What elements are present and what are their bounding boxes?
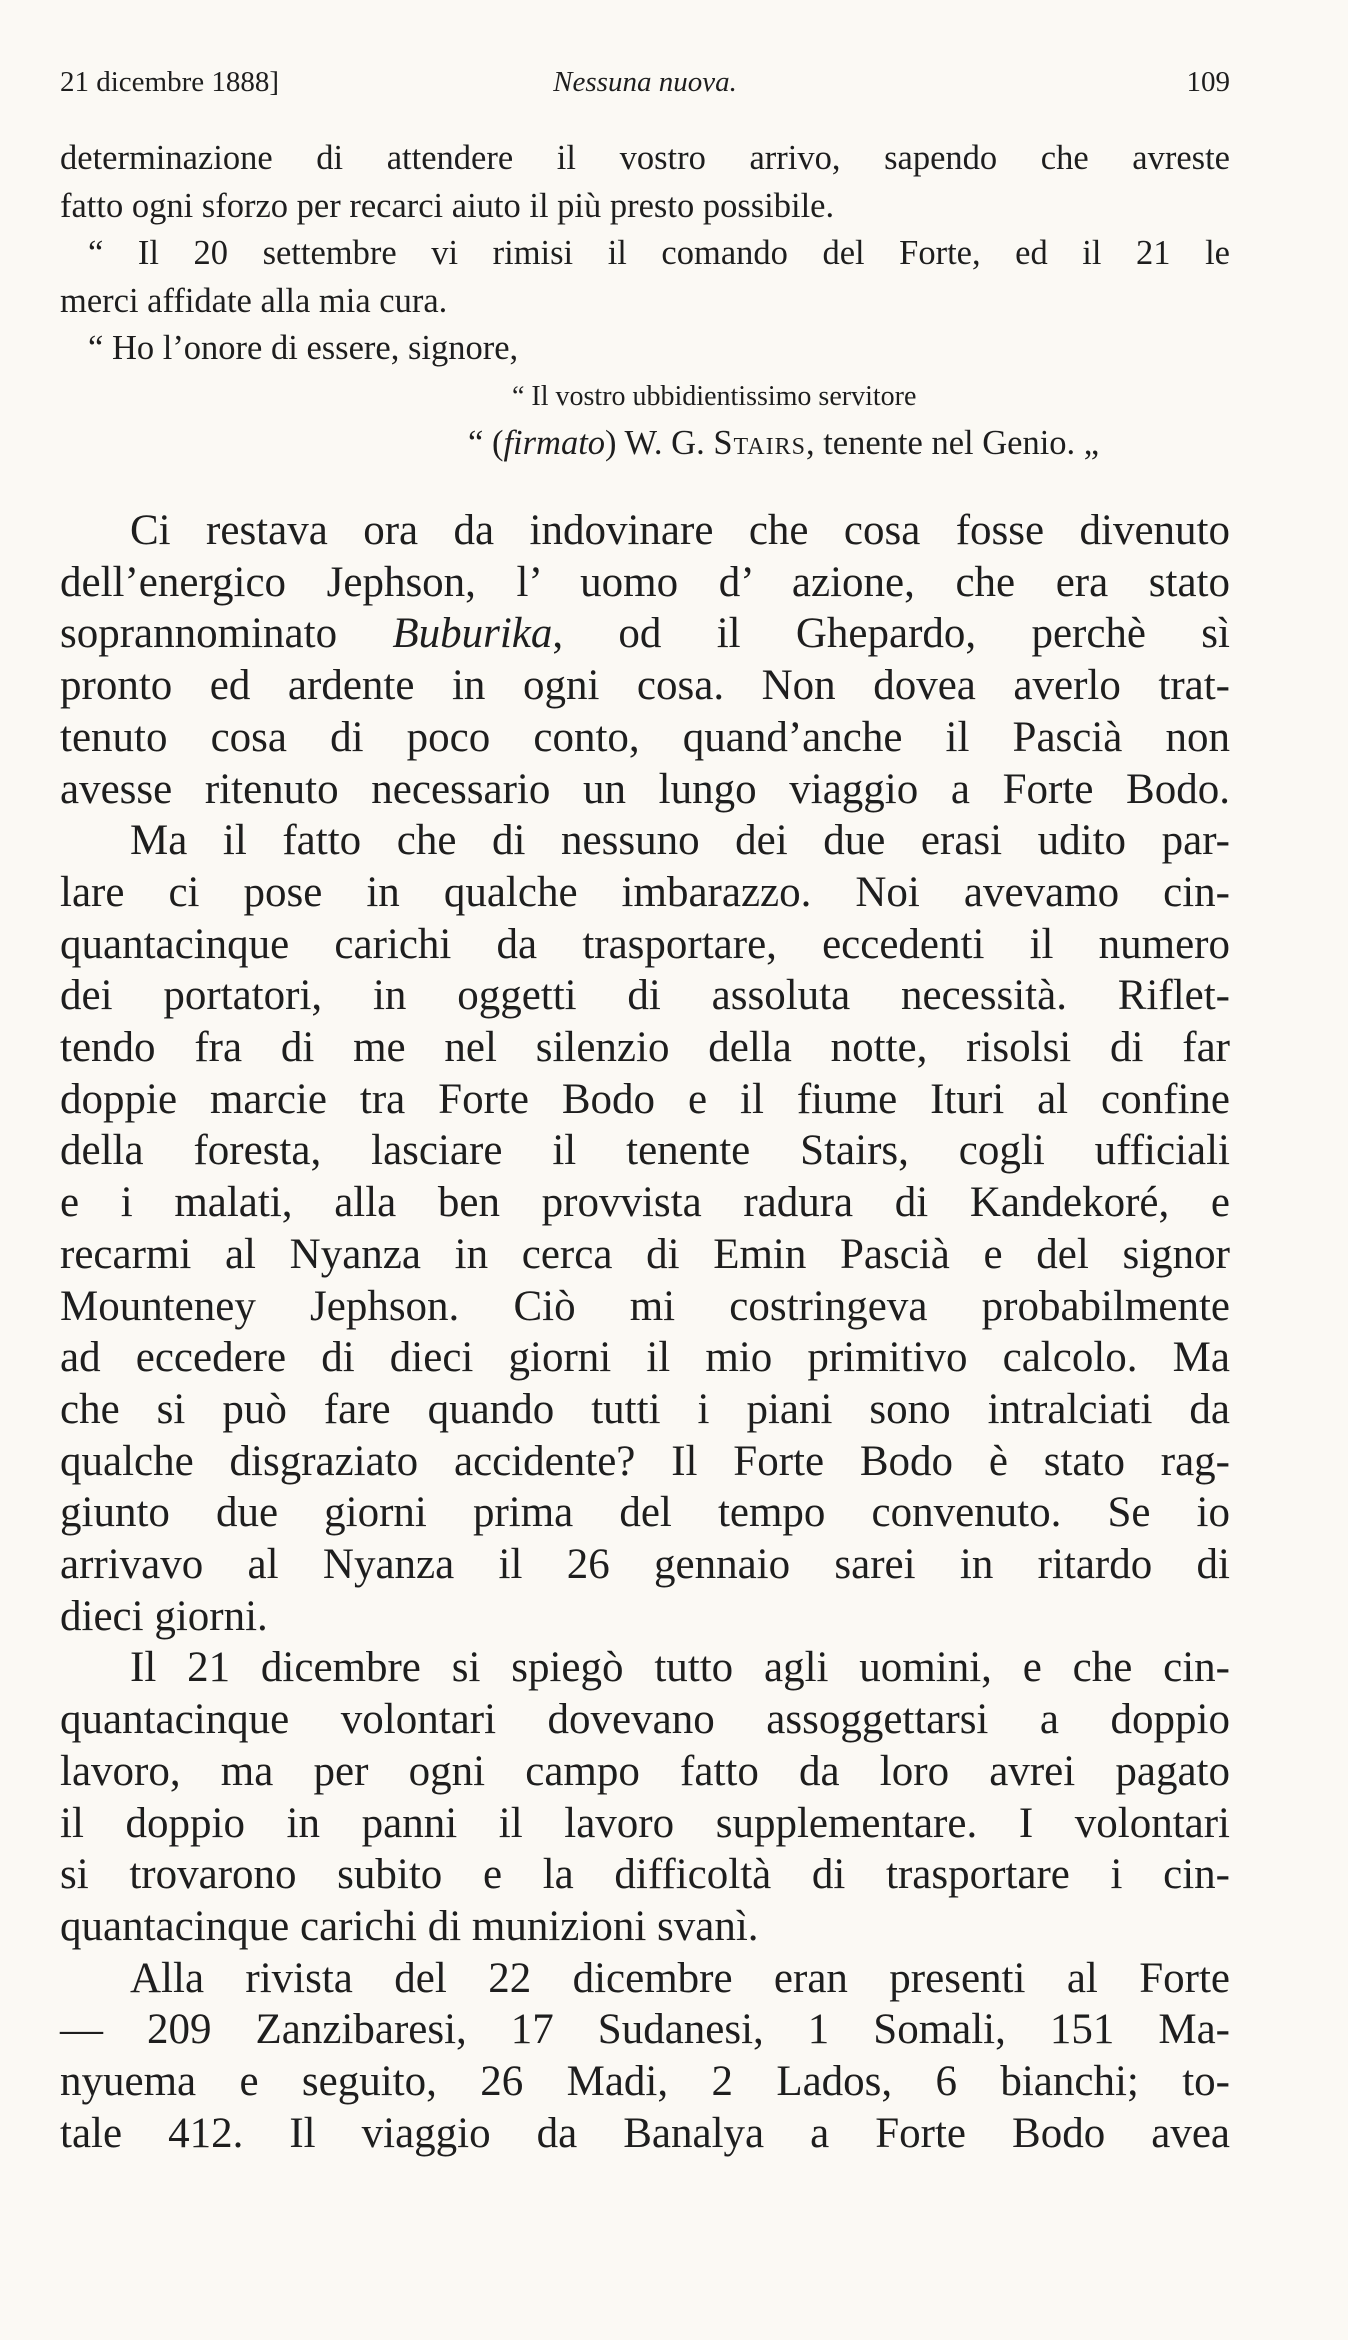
text-line: pronto ed ardente in ogni cosa. Non dovea averlo trat- — [60, 662, 1230, 710]
text-line: della foresta, lasciare il tenente Stairs, cogli ufficiali — [60, 1127, 1230, 1175]
running-header — [60, 66, 1230, 106]
letter-line: determinazione di attendere il vostro arrivo, sapendo che avreste — [60, 139, 1230, 177]
letter-line: merci affidate alla mia cura. — [60, 281, 448, 320]
text-line: avesse ritenuto necessario un lungo viaggio a Forte Bodo. — [60, 765, 1230, 813]
text-line: tale 412. Il viaggio da Banalya a Forte Bodo avea — [60, 2109, 1230, 2157]
text-line: il doppio in panni il lavoro supplementare. I volontari — [60, 1799, 1230, 1847]
text-line: che si può fare quando tutti i piani sono intralciati da — [60, 1385, 1230, 1433]
text-fragment: soprannominato — [60, 610, 393, 658]
main-text — [60, 505, 1230, 2160]
text-line: quantacinque carichi da trasportare, eccedenti il numero — [60, 920, 1230, 968]
signature-open: “ ( — [468, 424, 504, 462]
text-line: doppie marcie tra Forte Bodo e il fiume Ituri al confine — [60, 1075, 1230, 1123]
text-line: nyuema e seguito, 26 Madi, 2 Lados, 6 bianchi; to- — [60, 2058, 1230, 2106]
text-line: lare ci pose in qualche imbarazzo. Noi avevamo cin- — [60, 868, 1230, 916]
letter-closing: “ Il vostro ubbidientissimo servitore — [512, 380, 917, 412]
text-line: tendo fra di me nel silenzio della notte, risolsi di far — [60, 1024, 1230, 1072]
text-line: qualche disgraziato accidente? Il Forte Bodo è stato rag- — [60, 1437, 1230, 1485]
text-line: Il 21 dicembre si spiegò tutto agli uomini, e che cin- — [130, 1644, 1230, 1692]
text-line: — 209 Zanzibaresi, 17 Sudanesi, 1 Somali, 151 Ma- — [60, 2006, 1230, 2054]
text-line: Ci restava ora da indovinare che cosa fosse divenuto — [130, 507, 1230, 554]
text-line: si trovarono subito e la difficoltà di trasportare i cin- — [60, 1851, 1230, 1899]
letter-excerpt — [60, 135, 1230, 468]
text-line — [60, 608, 1230, 660]
letter-signature — [60, 420, 1230, 468]
letter-line: fatto ogni sforzo per recarci aiuto il più presto possibile. — [60, 186, 835, 225]
letter-line: “ Il 20 settembre vi rimisi il comando del Forte, ed il 21 le — [88, 234, 1230, 272]
text-line: recarmi al Nyanza in cerca di Emin Pascià e del signor — [60, 1230, 1230, 1278]
text-line: dei portatori, in oggetti di assoluta necessità. Riflet- — [60, 972, 1230, 1020]
text-line: quantacinque volontari dovevano assoggettarsi a doppio — [60, 1696, 1230, 1744]
text-line: Alla rivista del 22 dicembre eran presenti al Forte — [130, 1954, 1230, 2002]
signature-initials: ) W. G. — [605, 424, 714, 462]
text-line: quantacinque carichi di munizioni svanì. — [60, 1902, 759, 1950]
signature-name: Stairs — [713, 424, 806, 462]
text-line: arrivavo al Nyanza il 26 gennaio sarei in ritardo di — [60, 1541, 1230, 1589]
header-title: Nessuna nuova. — [553, 66, 737, 98]
text-line: e i malati, alla ben provvista radura di Kandekoré, e — [60, 1179, 1230, 1227]
letter-line: “ Ho l’onore di essere, signore, — [88, 329, 519, 367]
text-line: dell’energico Jephson, l’ uomo d’ azione, che era stato — [60, 558, 1230, 606]
text-line: ad eccedere di dieci giorni il mio primitivo calcolo. Ma — [60, 1334, 1230, 1382]
signature-rank: , tenente nel Genio. „ — [805, 424, 1100, 462]
text-line: giunto due giorni prima del tempo convenuto. Se io — [60, 1489, 1230, 1537]
text-line: Mounteney Jephson. Ciò mi costringeva probabilmente — [60, 1282, 1230, 1330]
page-number: 109 — [1186, 66, 1230, 98]
text-line: tenuto cosa di poco conto, quand’anche il Pascià non — [60, 713, 1230, 761]
text-line: Ma il fatto che di nessuno dei due erasi udito par- — [130, 817, 1230, 865]
header-date: 21 dicembre 1888] — [60, 66, 280, 98]
text-fragment: , od il Ghepardo, perchè sì — [552, 610, 1230, 658]
italic-nickname: Buburika — [392, 610, 553, 658]
text-line: lavoro, ma per ogni campo fatto da loro avrei pagato — [60, 1747, 1230, 1795]
text-line: dieci giorni. — [60, 1592, 268, 1640]
signature-firmato: firmato — [503, 424, 606, 462]
